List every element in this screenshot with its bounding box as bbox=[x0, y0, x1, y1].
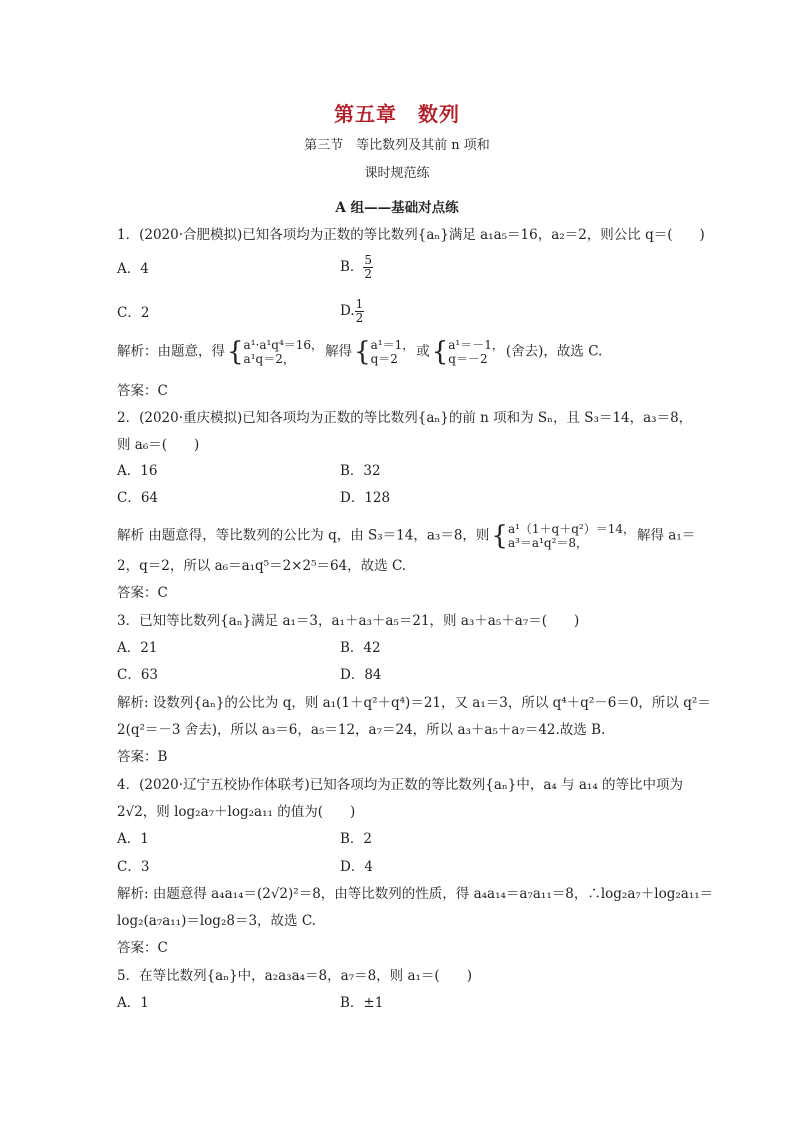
system-row: q＝－2 bbox=[448, 352, 488, 366]
q2-solution-line1 bbox=[117, 522, 695, 550]
solution-text: (舍去)，故选 C. bbox=[505, 343, 603, 360]
q1-option-c: C．2 bbox=[117, 305, 150, 321]
system-row: a¹（1＋q＋q²）＝14， bbox=[507, 522, 635, 536]
q2-solution-line2: 2，q＝2，所以 a₆＝a₁q⁵＝2×2⁵＝64，故选 C. bbox=[117, 558, 407, 574]
q3-option-b: B．42 bbox=[340, 640, 381, 656]
solution-text: 解得 bbox=[325, 343, 353, 360]
q5-option-a: A．1 bbox=[117, 995, 149, 1011]
left-brace: { bbox=[431, 337, 449, 367]
solution-text: 解析 由题意得，等比数列的公比为 q，由 S₃＝14，a₃＝8，则 bbox=[117, 527, 490, 544]
fraction-numerator: 5 bbox=[364, 253, 373, 267]
q3-solution-line2: 2(q²＝－3 舍去)，所以 a₃＝6，a₅＝12，a₇＝24，所以 a₃＋a₅＋a₇＝42.故选 B. bbox=[117, 722, 606, 738]
q3-solution-line1: 解析: 设数列{aₙ}的公比为 q，则 a₁(1＋q²＋q⁴)＝21，又 a₁＝3，所以 q⁴＋q²－6＝0，所以 q²＝ bbox=[117, 695, 711, 711]
left-brace: { bbox=[491, 521, 508, 551]
q3-option-c: C．63 bbox=[117, 667, 159, 683]
q5-stem: 5．在等比数列{aₙ}中，a₂a₃a₄＝8，a₇＝8，则 a₁＝( ) bbox=[117, 968, 472, 984]
fraction-numerator: 1 bbox=[355, 297, 364, 311]
left-brace: { bbox=[354, 337, 371, 367]
q4-answer: 答案：C bbox=[117, 940, 168, 956]
equation-system bbox=[432, 338, 504, 366]
q1-option-a: A．4 bbox=[117, 261, 149, 277]
q4-option-c: C．3 bbox=[117, 859, 150, 875]
q1-option-b-fraction bbox=[363, 254, 373, 281]
system-row: a¹＝－1， bbox=[448, 338, 504, 352]
q2-answer: 答案：C bbox=[117, 585, 168, 601]
q1-option-d-label: D. bbox=[340, 303, 355, 319]
section-title: 第三节 等比数列及其前 n 项和 bbox=[304, 138, 490, 153]
q1-stem: 1．(2020·合肥模拟)已知各项均为正数的等比数列{aₙ}满足 a₁a₅＝16，a₂＝2，则公比 q＝( ) bbox=[117, 227, 705, 243]
q3-stem: 3．已知等比数列{aₙ}满足 a₁＝3，a₁＋a₃＋a₅＝21，则 a₃＋a₅＋a₇＝( ) bbox=[117, 613, 580, 629]
system-row: a¹q＝2， bbox=[243, 352, 295, 366]
equation-system bbox=[354, 338, 414, 366]
q4-stem-line1: 4．(2020·辽宁五校协作体联考)已知各项均为正数的等比数列{aₙ}中，a₄ 与 a₁₄ 的等比中项为 bbox=[117, 777, 684, 793]
subtitle: 课时规范练 bbox=[364, 166, 430, 181]
q1-solution bbox=[117, 338, 602, 366]
q3-option-a: A．21 bbox=[117, 640, 158, 656]
solution-text: 解得 a₁＝ bbox=[637, 527, 696, 544]
q1-option-b-label: B． bbox=[340, 259, 364, 275]
system-row: q＝2 bbox=[370, 352, 398, 366]
q2-option-a: A．16 bbox=[117, 463, 158, 479]
q2-option-b: B．32 bbox=[340, 463, 381, 479]
q4-solution-line1: 解析: 由题意得 a₄a₁₄＝(2√2)²＝8，由等比数列的性质，得 a₄a₁₄＝a₇a₁₁＝8，∴log₂a₇＋log₂a₁₁＝ bbox=[117, 886, 714, 902]
q2-stem-line2: 则 a₆＝( ) bbox=[117, 437, 200, 453]
q2-option-d: D．128 bbox=[340, 490, 391, 506]
q1-option-b bbox=[340, 254, 373, 281]
chapter-title: 第五章 数列 bbox=[334, 102, 460, 126]
q4-stem-line2: 2√2，则 log₂a₇＋log₂a₁₁ 的值为( ) bbox=[117, 804, 356, 820]
system-row: a¹＝1， bbox=[370, 338, 415, 352]
left-brace: { bbox=[227, 337, 244, 367]
q1-answer: 答案：C bbox=[117, 383, 168, 399]
equation-system bbox=[491, 522, 635, 550]
solution-text: 解析：由题意，得 bbox=[117, 343, 225, 360]
q4-option-a: A．1 bbox=[117, 831, 149, 847]
q3-answer: 答案：B bbox=[117, 749, 168, 765]
fraction-denominator: 2 bbox=[355, 311, 364, 325]
system-row: a¹·a¹q⁴＝16， bbox=[243, 338, 324, 352]
q4-option-b: B．2 bbox=[340, 831, 373, 847]
solution-text: 或 bbox=[416, 343, 430, 360]
q2-option-c: C．64 bbox=[117, 490, 159, 506]
fraction-denominator: 2 bbox=[364, 267, 373, 281]
system-row: a³＝a¹q²＝8， bbox=[507, 536, 589, 550]
q4-option-d: D．4 bbox=[340, 859, 373, 875]
q1-option-d-fraction bbox=[355, 298, 365, 325]
equation-system bbox=[227, 338, 323, 366]
q4-solution-line2: log₂(a₇a₁₁)＝log₂8＝3，故选 C. bbox=[117, 913, 316, 929]
q5-option-b: B．±1 bbox=[340, 995, 384, 1011]
group-heading: A 组——基础对点练 bbox=[335, 200, 459, 216]
q1-option-d bbox=[340, 298, 364, 325]
q2-stem-line1: 2．(2020·重庆模拟)已知各项均为正数的等比数列{aₙ}的前 n 项和为 Sₙ，且 S₃＝14，a₃＝8， bbox=[117, 410, 693, 426]
q3-option-d: D．84 bbox=[340, 667, 382, 683]
